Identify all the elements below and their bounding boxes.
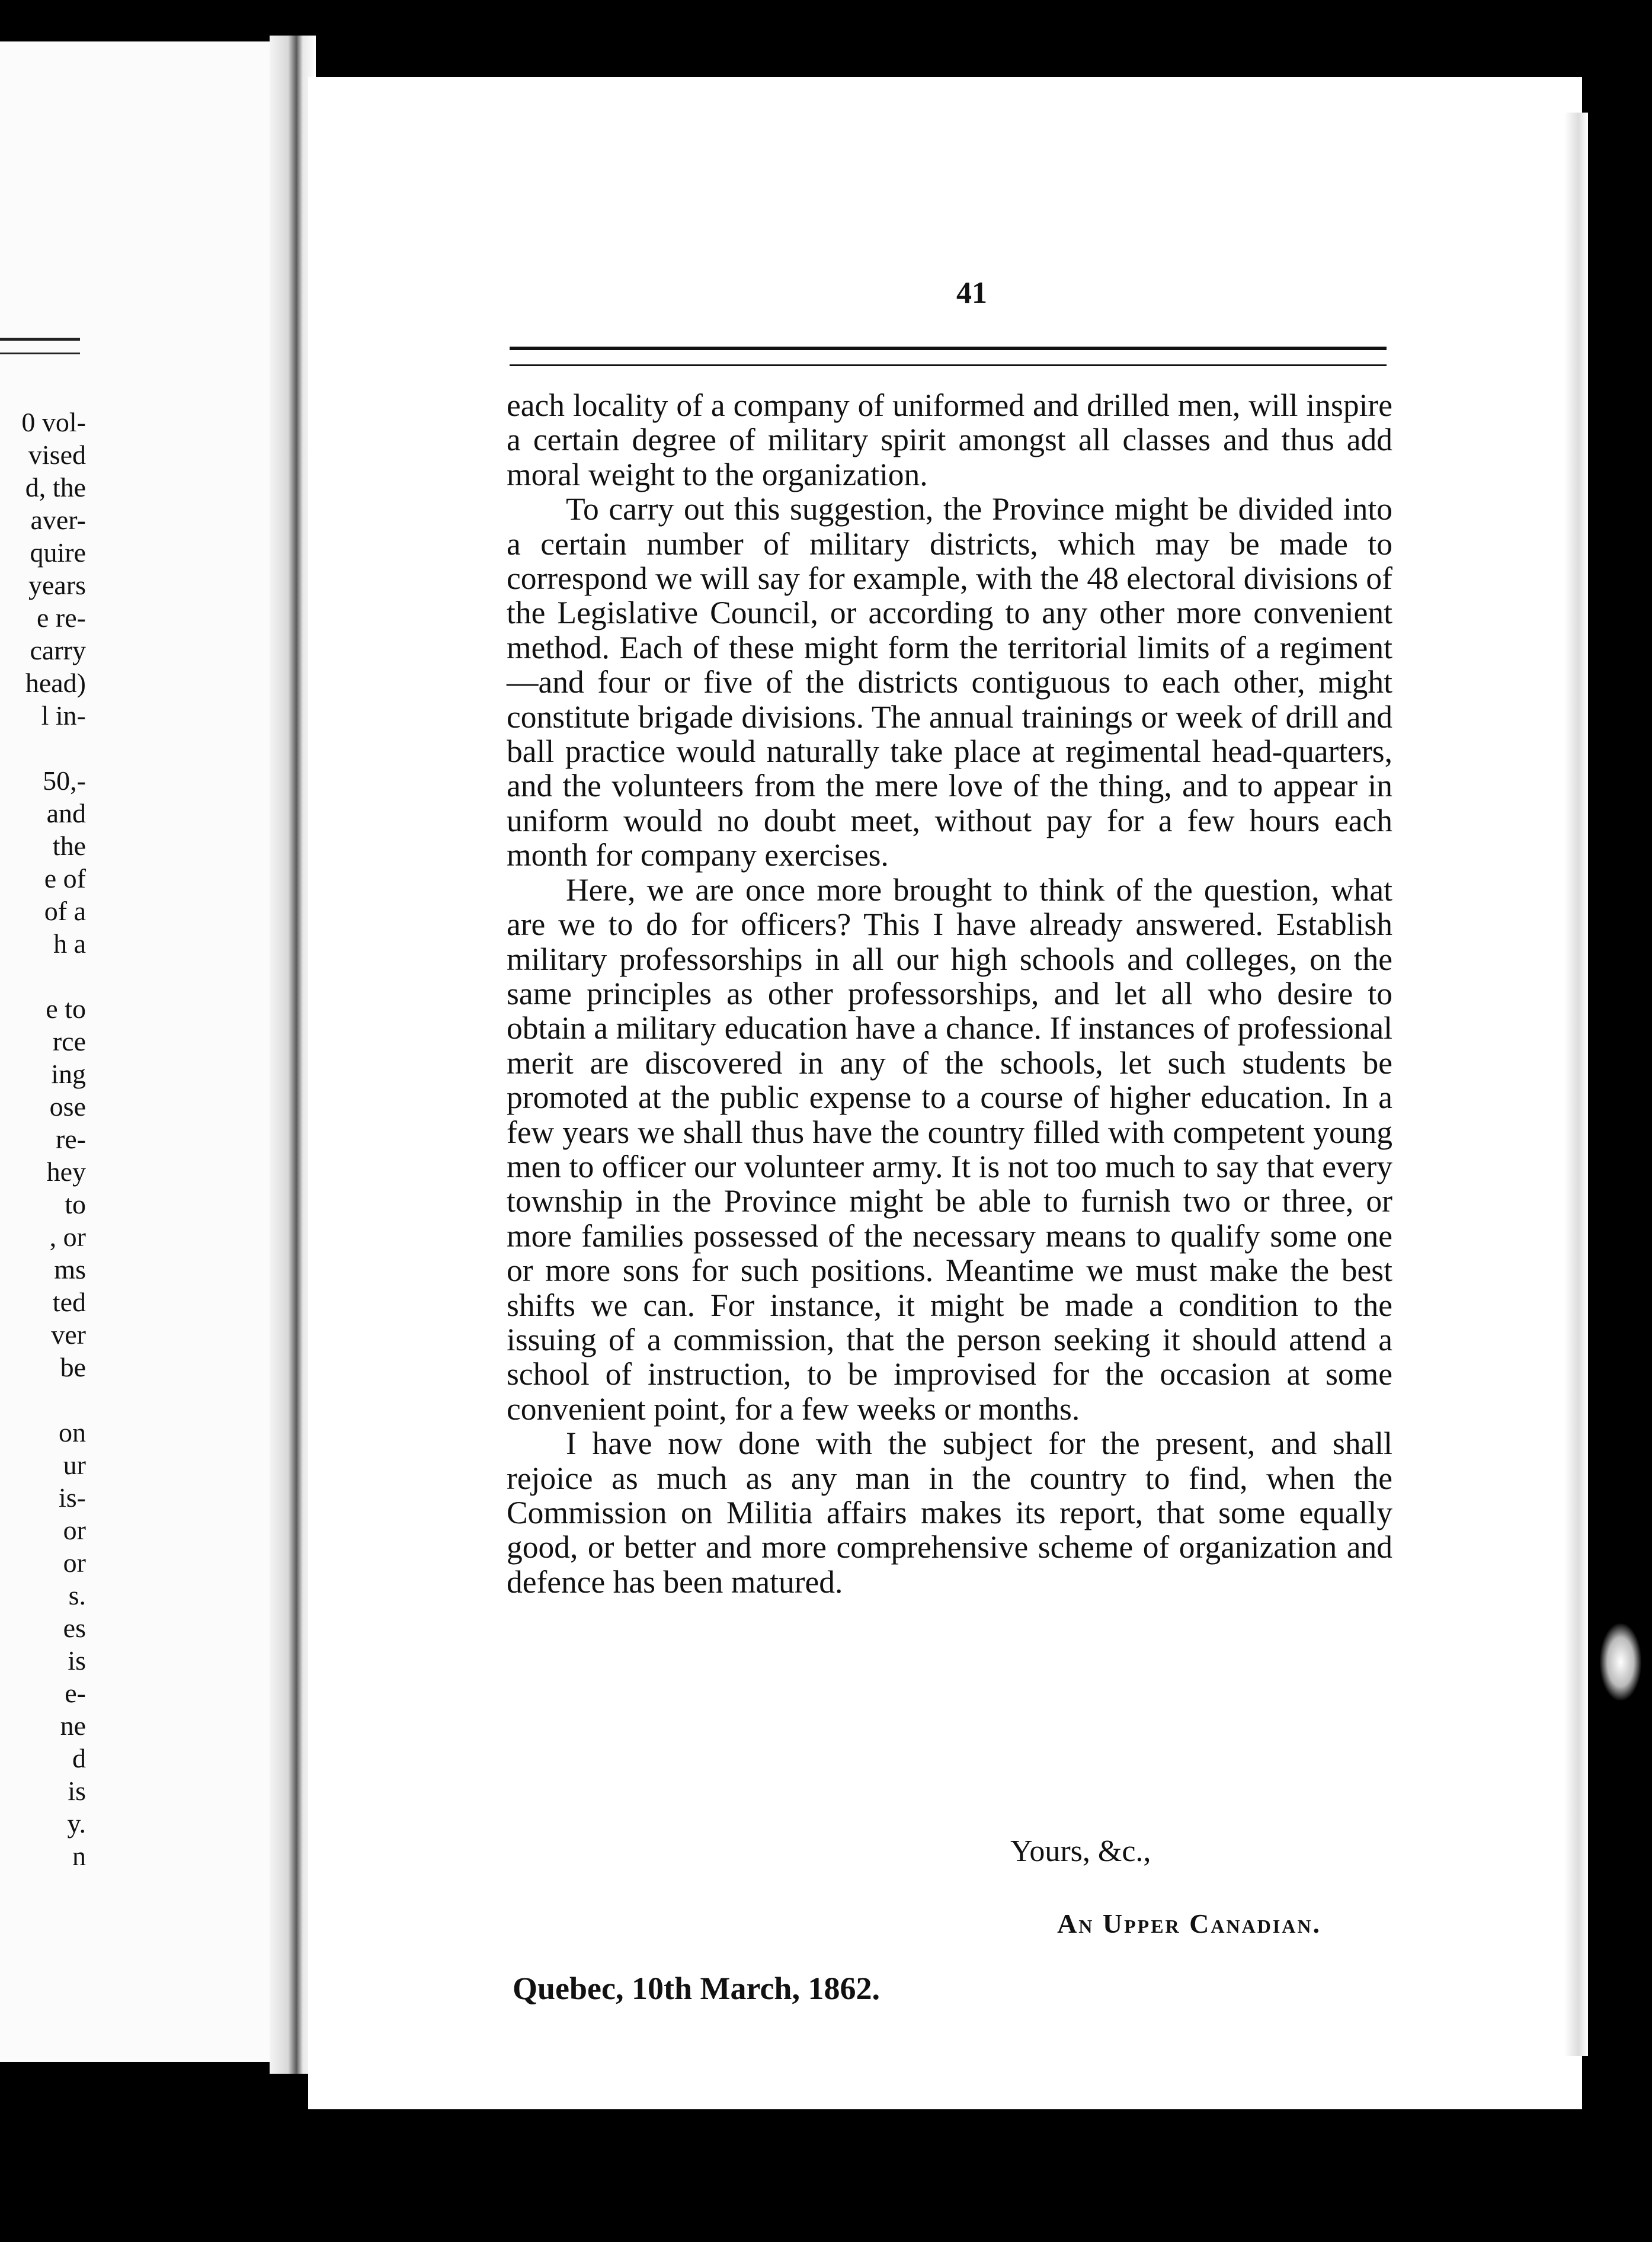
left-line-fragment: ted [52, 1287, 86, 1317]
left-facing-page [0, 41, 278, 2062]
dateline: Quebec, 10th March, 1862. [513, 1971, 880, 2006]
paragraph-2: To carry out this suggestion, the Province might be divided into a certain number of military districts, which may be made to correspond we will say for example, with the 48 electoral divisions of the Legislative Council, or according to any other more convenient method. Each of these might form the territorial limits of a regiment—and four or five of the districts contiguous to each other, might constitute brigade divisions. The annual trainings or week of drill and ball practice would naturally take place at regimental head-quarters, and the volunteers from the mere love of the thing, and to appear in uniform would no doubt meet, without pay for a few hours each month for company exercises. [507, 491, 1392, 873]
right-page [308, 77, 1582, 2109]
left-line-fragment: ose [49, 1091, 86, 1122]
left-line-fragment: es [63, 1613, 86, 1643]
left-line-fragment: n [72, 1841, 86, 1871]
paragraph-1: each locality of a company of uniformed and drilled men, will inspire a certain degree of military spirit amongst all classes and thus add moral weight to the organization. [507, 387, 1392, 492]
left-line-fragment [21, 1383, 86, 1416]
left-line-fragment: rce [52, 1026, 86, 1056]
left-line-fragment: ver [51, 1319, 86, 1350]
left-line-fragment: ms [54, 1254, 86, 1285]
left-line-fragment: years [28, 570, 86, 600]
left-line-fragment: e to [46, 994, 86, 1024]
left-line-fragment: e re- [37, 603, 86, 633]
left-line-fragment: to [65, 1189, 86, 1219]
left-line-fragment [21, 960, 86, 992]
letter-body [507, 388, 1392, 1599]
left-line-fragment: h a [53, 928, 86, 959]
paragraph-3: Here, we are once more brought to think of the question, what are we to do for officers? This I have already answered. Establish military professorships in all our high schools and colleges, on the same principles as other professorships, and let all who desire to obtain a military education have a chance. If instances of professional merit are discovered in any of the schools, let such students be promoted at the public expense to a course of higher education. In a few years we shall thus have the country filled with competent young men to officer our volunteer army. It is not too much to say that every township in the Province might be able to furnish two or three, or more families possessed of the necessary means to qualify some one or more sons for such positions. Meantime we must make the best shifts we can. For instance, it might be made a condition to the issuing of a commission, that the person seeking it should attend a school of instruction, to be improvised for the occasion at some convenient point, for a few weeks or months. [507, 872, 1392, 1427]
left-line-fragment: and [46, 798, 86, 828]
left-line-fragment: is- [59, 1482, 86, 1513]
left-line-fragment: or [63, 1515, 86, 1545]
left-line-fragment: l in- [41, 700, 86, 731]
signature: An Upper Canadian. [1057, 1908, 1321, 1939]
page-edge-shadow [1564, 113, 1588, 2056]
left-line-fragment: on [59, 1417, 86, 1447]
left-line-fragment: ne [60, 1711, 86, 1741]
scan-light-spot [1600, 1623, 1641, 1700]
left-line-fragment: aver- [30, 505, 86, 535]
page-number: 41 [956, 276, 987, 310]
left-line-fragment: y. [67, 1808, 86, 1839]
left-line-fragment: quire [30, 537, 86, 568]
paragraph-4: I have now done with the subject for the present, and shall rejoice as much as any man in the country to find, when the Commission on Militia affairs makes its report, that some equally good, or better and more comprehensive scheme of organization and defence has been matured. [507, 1426, 1392, 1600]
left-line-fragment: vised [28, 440, 86, 470]
left-line-fragment [21, 732, 86, 764]
left-line-fragment: or [63, 1548, 86, 1578]
left-line-fragment: , or [49, 1222, 86, 1252]
left-line-fragment: e of [44, 863, 86, 893]
header-double-rule [510, 347, 1387, 366]
left-line-fragment: s. [68, 1580, 86, 1610]
left-line-fragment: is [68, 1645, 86, 1676]
left-page-text-fragments [21, 406, 86, 1872]
left-line-fragment: carry [30, 635, 86, 665]
left-line-fragment: d, the [25, 472, 86, 502]
left-line-fragment: e- [65, 1678, 86, 1708]
left-line-fragment: ing [51, 1059, 86, 1089]
left-line-fragment: head) [25, 668, 86, 698]
left-header-rule [0, 338, 80, 354]
left-line-fragment: re- [55, 1124, 86, 1154]
left-line-fragment: 0 vol- [21, 407, 86, 437]
left-line-fragment: d [72, 1743, 86, 1773]
left-line-fragment: ur [63, 1450, 86, 1480]
left-line-fragment: of a [44, 896, 86, 926]
left-line-fragment: the [52, 831, 86, 861]
left-line-fragment: hey [46, 1157, 86, 1187]
left-line-fragment: is [68, 1776, 86, 1806]
closing-salutation: Yours, &c., [1010, 1834, 1151, 1868]
left-line-fragment: 50,- [43, 766, 86, 796]
left-line-fragment: be [60, 1352, 86, 1382]
